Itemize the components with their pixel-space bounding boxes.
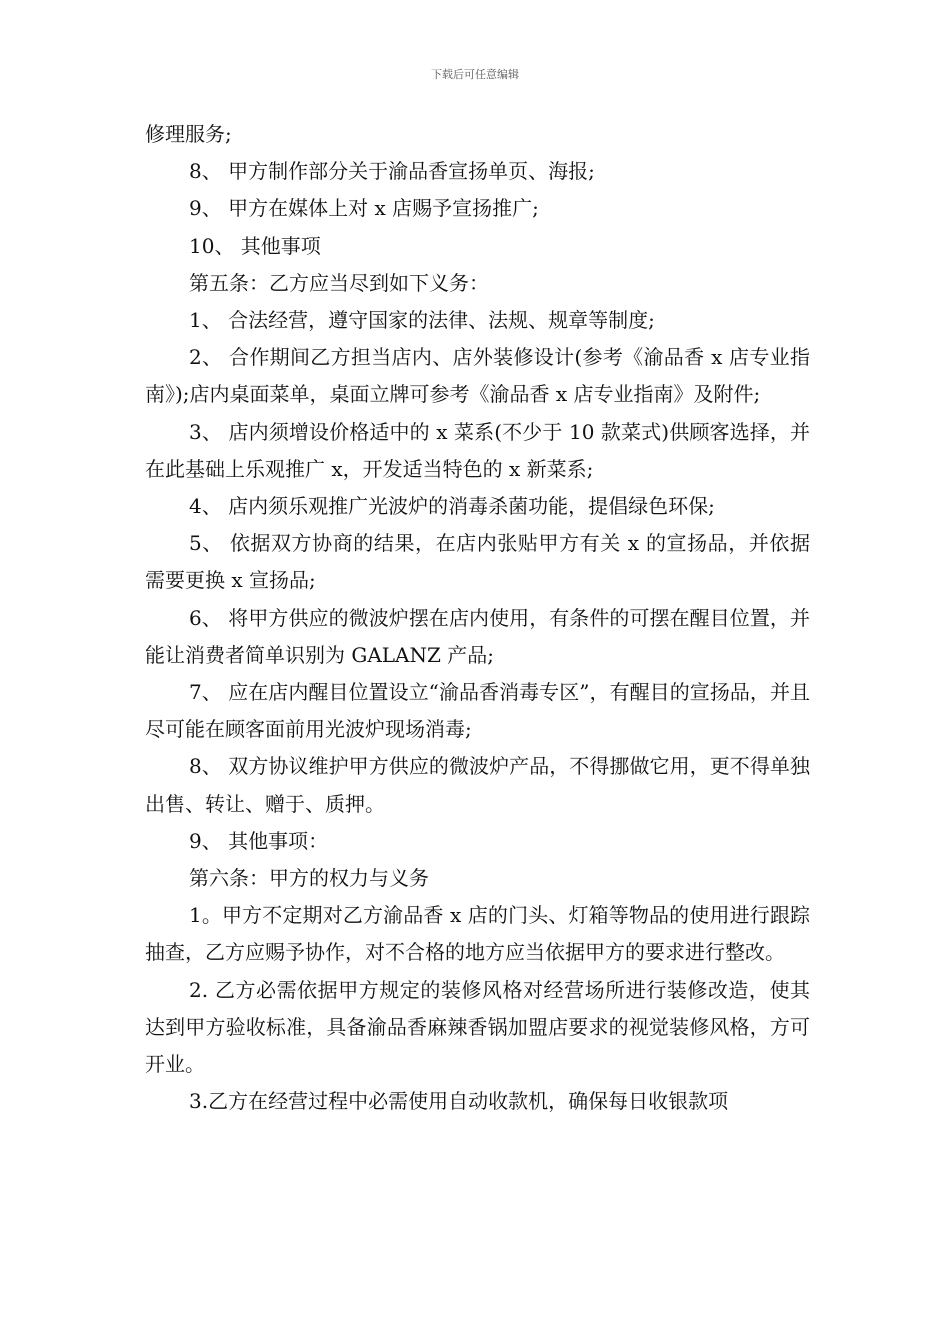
paragraph: 8、 甲方制作部分关于渝品香宣扬单页、海报; bbox=[189, 159, 595, 184]
paragraph: 9、 甲方在媒体上对 x 店赐予宣扬推广; bbox=[189, 196, 539, 221]
page-header: 下载后可任意编辑 bbox=[431, 68, 519, 81]
paragraph: 4、 店内须乐观推广光波炉的消毒杀菌功能，提倡绿色环保; bbox=[189, 494, 715, 519]
document-body bbox=[145, 116, 810, 1120]
paragraph: 1、 合法经营，遵守国家的法律、法规、规章等制度; bbox=[189, 308, 655, 333]
paragraph: 2. 乙方必需依据甲方规定的装修风格对经营场所进行装修改造，使其达到甲方验收标准，具备渝品香麻辣香锅加盟店要求的视觉装修风格，方可开业。 bbox=[145, 977, 810, 1077]
paragraph: 5、 依据双方协商的结果，在店内张贴甲方有关 x 的宣扬品，并依据需要更换 x 宣扬品; bbox=[145, 531, 810, 593]
section-heading: 第六条：甲方的权力与义务 bbox=[189, 866, 429, 891]
paragraph: 1。甲方不定期对乙方渝品香 x 店的门头、灯箱等物品的使用进行跟踪抽查，乙方应赐予协作，对不合格的地方应当依据甲方的要求进行整改。 bbox=[145, 903, 810, 965]
paragraph: 7、 应在店内醒目位置设立“渝品香消毒专区”，有醒目的宣扬品，并且尽可能在顾客面前用光波炉现场消毒; bbox=[145, 680, 810, 742]
paragraph: 6、 将甲方供应的微波炉摆在店内使用，有条件的可摆在醒目位置，并能让消费者简单识别为 GALANZ 产品; bbox=[145, 605, 810, 667]
paragraph: 修理服务; bbox=[145, 122, 232, 146]
paragraph: 10、 其他事项 bbox=[189, 233, 321, 258]
paragraph: 8、 双方协议维护甲方供应的微波炉产品，不得挪做它用，更不得单独出售、转让、赠于、质押。 bbox=[145, 754, 810, 816]
paragraph: 2、 合作期间乙方担当店内、店外装修设计(参考《渝品香 x 店专业指南》);店内桌面菜单，桌面立牌可参考《渝品香 x 店专业指南》及附件; bbox=[145, 345, 810, 407]
paragraph: 9、 其他事项： bbox=[189, 828, 329, 853]
paragraph: 3.乙方在经营过程中必需使用自动收款机，确保每日收银款项 bbox=[189, 1089, 729, 1114]
section-heading: 第五条：乙方应当尽到如下义务： bbox=[189, 270, 489, 295]
paragraph: 3、 店内须增设价格适中的 x 菜系(不少于 10 款菜式)供顾客选择，并在此基础上乐观推广 x，开发适当特色的 x 新菜系; bbox=[145, 419, 810, 481]
